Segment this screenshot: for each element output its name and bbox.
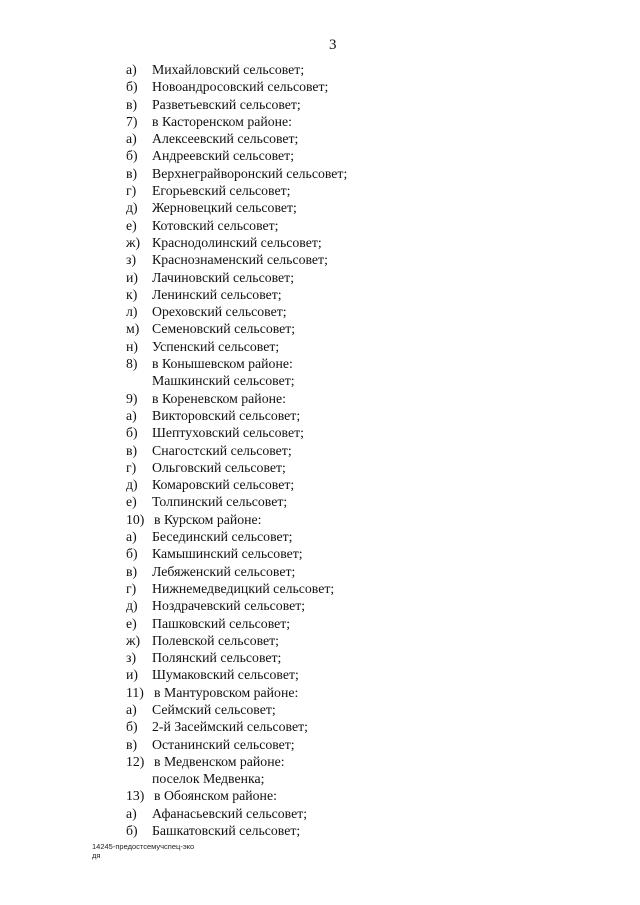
list-item <box>126 355 347 372</box>
list-item-text: Андреевский сельсовет; <box>152 148 295 164</box>
list-item-text: в Касторенском районе: <box>152 113 292 129</box>
list-item-text: Егорьевский сельсовет; <box>152 183 291 199</box>
list-item-marker: и) <box>126 269 138 285</box>
document-footer <box>92 842 194 860</box>
list-item-marker: б) <box>126 148 138 164</box>
list-item-marker: м) <box>126 321 140 337</box>
list-item-marker: д) <box>126 598 138 614</box>
footer-code: 14245-предостсемучспец-эко <box>92 842 195 851</box>
list-item-text: Краснодолинский сельсовет; <box>152 234 322 250</box>
list-item-marker: 7) <box>126 113 138 129</box>
list-item-text: Шумаковский сельсовет; <box>152 667 299 683</box>
list-item-text: Нижнемедведицкий сельсовет; <box>152 580 335 596</box>
list-item-text: Лебяженский сельсовет; <box>152 563 296 579</box>
list-item-text: 2-й Засеймский сельсовет; <box>152 719 308 735</box>
list-item <box>126 113 347 130</box>
list-item-marker: а) <box>126 131 137 147</box>
list-item-text: Ореховский сельсовет; <box>152 304 287 320</box>
list-item-marker: е) <box>126 217 137 233</box>
list-item-marker: в) <box>126 442 138 458</box>
list-item-text: Полевской сельсовет; <box>152 632 280 648</box>
list-item-marker <box>126 770 152 787</box>
list-item-text: Останинский сельсовет; <box>152 736 295 752</box>
list-item-marker: з) <box>126 650 137 666</box>
list-item-marker: г) <box>126 580 137 596</box>
list-item-text: Викторовский сельсовет; <box>152 407 301 423</box>
list-item-text: Бесединский сельсовет; <box>152 529 293 545</box>
list-item-text: Толпинский сельсовет; <box>152 494 288 510</box>
list-item-marker: 11) <box>126 684 144 700</box>
list-item-marker: д) <box>126 200 138 216</box>
list-item <box>126 493 347 510</box>
list-item-marker: г) <box>126 183 137 199</box>
list-item <box>126 182 347 199</box>
list-item-text: Успенский сельсовет; <box>152 338 280 354</box>
list-item <box>126 424 347 441</box>
list-item-text: Разветьевский сельсовет; <box>152 96 301 112</box>
list-item-marker: ж) <box>126 632 141 648</box>
municipality-list <box>126 61 347 839</box>
list-item <box>126 303 347 320</box>
list-item <box>126 597 347 614</box>
list-item-text: Машкинский сельсовет; <box>152 373 295 389</box>
list-item <box>126 338 347 355</box>
list-item <box>126 234 347 251</box>
list-item-marker <box>126 372 152 389</box>
list-item-text: Алексеевский сельсовет; <box>152 131 299 147</box>
list-item-marker: б) <box>126 425 138 441</box>
list-item-text: Ольговский сельсовет; <box>152 459 286 475</box>
list-item-text: Комаровский сельсовет; <box>152 477 295 493</box>
list-item-text: Башкатовский сельсовет; <box>152 823 301 839</box>
list-item-marker: в) <box>126 563 138 579</box>
list-item <box>126 684 347 701</box>
list-item-marker: л) <box>126 304 138 320</box>
list-item <box>126 390 347 407</box>
list-item <box>126 442 347 459</box>
list-item <box>126 147 347 164</box>
list-item-marker: а) <box>126 805 137 821</box>
list-item-marker: а) <box>126 407 137 423</box>
list-item-marker: б) <box>126 823 138 839</box>
list-item-text: Верхнеграйворонский сельсовет; <box>152 165 348 181</box>
list-item <box>126 61 347 78</box>
list-item <box>126 476 347 493</box>
list-item-text: Новоандросовский сельсовет; <box>152 79 329 95</box>
list-item-marker: б) <box>126 546 138 562</box>
list-item-text: поселок Медвенка; <box>152 771 265 787</box>
list-item-marker: е) <box>126 615 137 631</box>
list-item <box>126 96 347 113</box>
list-item-text: Пашковский сельсовет; <box>152 615 291 631</box>
list-item <box>126 528 347 545</box>
list-item-text: Снагостский сельсовет; <box>152 442 292 458</box>
list-item <box>126 165 347 182</box>
list-item-marker: в) <box>126 96 138 112</box>
list-item <box>126 649 347 666</box>
list-item-marker: е) <box>126 494 137 510</box>
list-item-text: Камышинский сельсовет; <box>152 546 303 562</box>
list-item <box>126 407 347 424</box>
list-item-marker: б) <box>126 719 138 735</box>
list-item <box>126 372 347 389</box>
list-item <box>126 805 347 822</box>
list-item <box>126 217 347 234</box>
list-item-marker: 10) <box>126 511 145 527</box>
list-item-marker: а) <box>126 529 137 545</box>
list-item <box>126 563 347 580</box>
list-item-marker: 13) <box>126 788 145 804</box>
list-item-text: в Курском районе: <box>154 511 262 527</box>
list-item-text: Лачиновский сельсовет; <box>152 269 295 285</box>
list-item-marker: з) <box>126 252 137 268</box>
list-item-text: в Конышевском районе: <box>152 356 293 372</box>
list-item-marker: в) <box>126 736 138 752</box>
list-item <box>126 632 347 649</box>
list-item-text: Афанасьевский сельсовет; <box>152 805 308 821</box>
list-item-text: Шептуховский сельсовет; <box>152 425 304 441</box>
list-item-text: Жерновецкий сельсовет; <box>152 200 297 216</box>
list-item <box>126 822 347 839</box>
list-item <box>126 511 347 528</box>
list-item-marker: а) <box>126 701 137 717</box>
list-item-text: Полянский сельсовет; <box>152 650 282 666</box>
list-item <box>126 459 347 476</box>
list-item-marker: в) <box>126 165 138 181</box>
list-item-marker: б) <box>126 79 138 95</box>
list-item <box>126 580 347 597</box>
list-item-text: Краснознаменский сельсовет; <box>152 252 328 268</box>
list-item-text: в Обоянском районе: <box>154 788 277 804</box>
list-item <box>126 770 347 787</box>
list-item <box>126 130 347 147</box>
list-item-marker: 8) <box>126 356 138 372</box>
list-item-marker: г) <box>126 459 137 475</box>
list-item <box>126 199 347 216</box>
list-item <box>126 753 347 770</box>
list-item-text: Ленинский сельсовет; <box>152 286 282 302</box>
list-item-marker: д) <box>126 477 138 493</box>
list-item-text: Сеймский сельсовет; <box>152 701 276 717</box>
list-item-marker: и) <box>126 667 138 683</box>
list-item <box>126 78 347 95</box>
list-item <box>126 286 347 303</box>
list-item <box>126 615 347 632</box>
list-item-text: Котовский сельсовет; <box>152 217 279 233</box>
list-item <box>126 666 347 683</box>
list-item-marker: а) <box>126 62 137 77</box>
list-item-text: Семеновский сельсовет; <box>152 321 296 337</box>
list-item-text: в Медвенском районе: <box>154 753 285 769</box>
list-item <box>126 787 347 804</box>
list-item-text: Михайловский сельсовет; <box>152 62 305 77</box>
list-item <box>126 545 347 562</box>
list-item-text: Ноздрачевский сельсовет; <box>152 598 306 614</box>
list-item <box>126 320 347 337</box>
list-item <box>126 251 347 268</box>
footer-code-suffix: дя <box>92 851 101 860</box>
list-item-text: в Кореневском районе: <box>152 390 286 406</box>
list-item-marker: 9) <box>126 390 138 406</box>
page-number: 3 <box>329 37 337 53</box>
list-item-marker: к) <box>126 286 138 302</box>
list-item-marker: ж) <box>126 234 141 250</box>
list-item-text: в Мантуровском районе: <box>154 684 299 700</box>
list-item-marker: 12) <box>126 753 145 769</box>
list-item <box>126 701 347 718</box>
list-item <box>126 269 347 286</box>
list-item <box>126 736 347 753</box>
list-item <box>126 718 347 735</box>
list-item-marker: н) <box>126 338 138 354</box>
